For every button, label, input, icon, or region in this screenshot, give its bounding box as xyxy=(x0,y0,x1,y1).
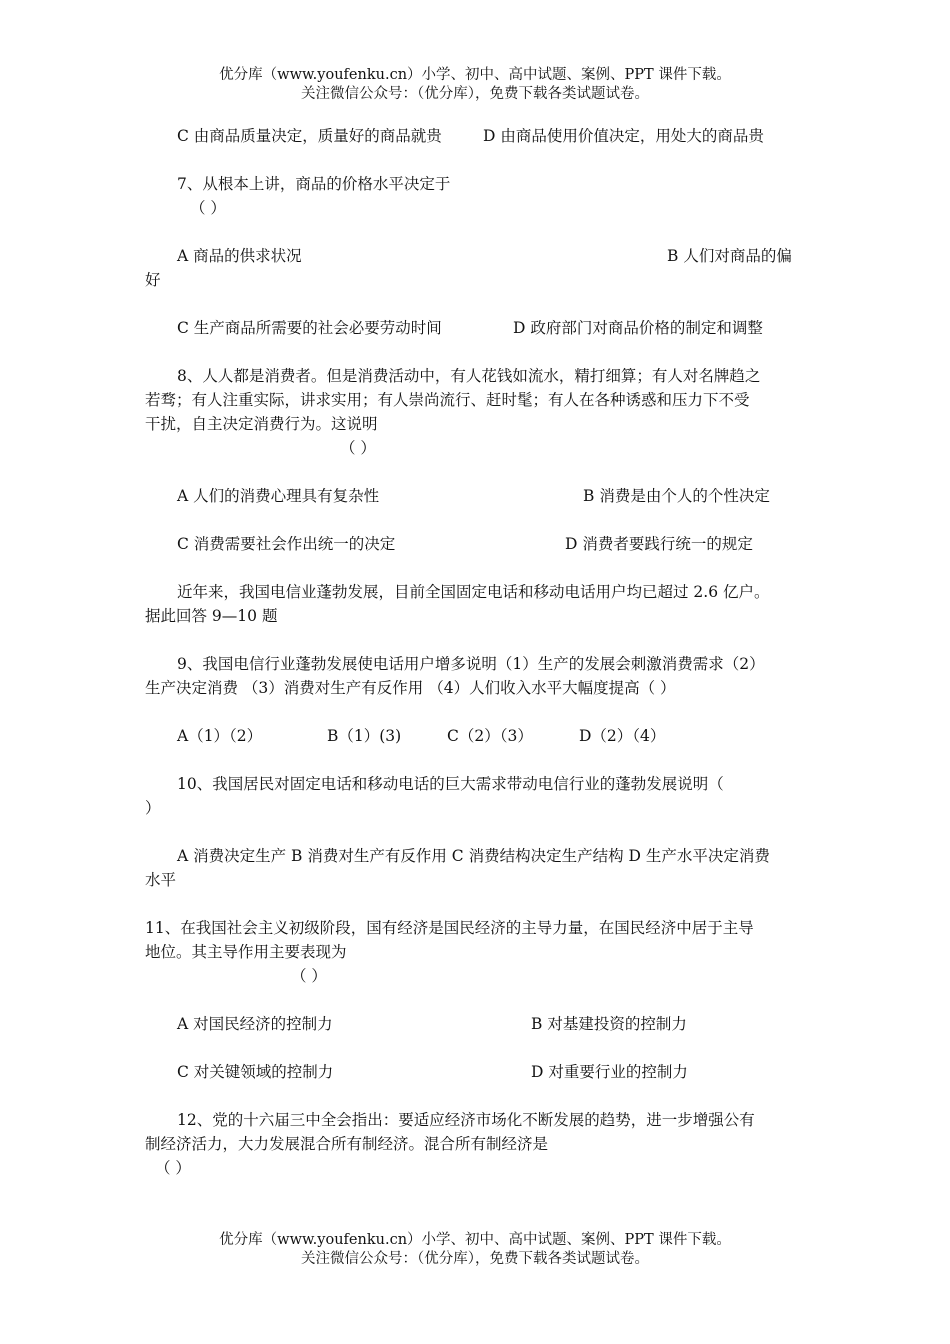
q8-option-a: A 人们的消费心理具有复杂性 xyxy=(177,487,380,505)
q8-option-d: D 消费者要践行统一的规定 xyxy=(565,535,753,553)
q9-option-c: C（2）（3） xyxy=(447,727,533,745)
footer-line-2: 关注微信公众号：（优分库），免费下载各类试题试卷。 xyxy=(301,1251,649,1267)
header-line-1: 优分库（www.youfenku.cn）小学、初中、高中试题、案例、PPT 课件下载。 xyxy=(219,67,731,83)
q11-stem-line-2: 地位。其主导作用主要表现为 xyxy=(145,943,347,961)
q8-option-b: B 消费是由个人的个性决定 xyxy=(583,487,770,505)
q8-stem-line-3: 干扰，自主决定消费行为。这说明 xyxy=(145,415,378,433)
q11-option-d: D 对重要行业的控制力 xyxy=(531,1063,688,1081)
passage-line-2: 据此回答 9—10 题 xyxy=(145,607,278,625)
q10-stem-line-1: 10、我国居民对固定电话和移动电话的巨大需求带动电信行业的蓬勃发展说明（ xyxy=(177,775,724,793)
q11-stem-line-1: 11、在我国社会主义初级阶段，国有经济是国民经济的主导力量，在国民经济中居于主导 xyxy=(145,919,754,937)
q8-stem-line-2: 若骛；有人注重实际，讲求实用；有人崇尚流行、赶时髦；有人在各种诱惑和压力下不受 xyxy=(145,391,750,409)
q9-option-a: A（1）（2） xyxy=(177,727,263,745)
q11-option-c: C 对关键领域的控制力 xyxy=(177,1063,334,1081)
q10-options-line-1: A 消费决定生产 B 消费对生产有反作用 C 消费结构决定生产结构 D 生产水平决定消费 xyxy=(177,847,770,865)
q10-stem-line-2: ） xyxy=(145,799,161,817)
page-header xyxy=(0,66,950,104)
q11-option-b: B 对基建投资的控制力 xyxy=(531,1015,687,1033)
q9-stem-line-2: 生产决定消费 （3）消费对生产有反作用 （4）人们收入水平大幅度提高（ ） xyxy=(145,679,676,697)
q8-stem-line-1: 8、人人都是消费者。但是消费活动中，有人花钱如流水，精打细算；有人对名牌趋之 xyxy=(177,367,761,385)
q12-answer-paren: （ ） xyxy=(155,1159,191,1177)
header-line-2: 关注微信公众号：（优分库），免费下载各类试题试卷。 xyxy=(301,86,649,102)
q7-option-b: B 人们对商品的偏 xyxy=(667,247,792,265)
q7-stem: 7、从根本上讲，商品的价格水平决定于 xyxy=(177,175,451,193)
q7-option-a: A 商品的供求状况 xyxy=(177,247,302,265)
q7-option-b-cont: 好 xyxy=(145,271,161,289)
q7-option-c: C 生产商品所需要的社会必要劳动时间 xyxy=(177,319,442,337)
passage-line-1: 近年来，我国电信业蓬勃发展，目前全国固定电话和移动电话用户均已超过 2.6 亿户。 xyxy=(177,583,770,601)
footer-line-1: 优分库（www.youfenku.cn）小学、初中、高中试题、案例、PPT 课件下载。 xyxy=(219,1232,731,1248)
q10-options-line-2: 水平 xyxy=(145,871,177,889)
q6-option-d: D 由商品使用价值决定，用处大的商品贵 xyxy=(483,127,764,145)
q8-answer-paren: （ ） xyxy=(340,439,376,457)
q12-stem-line-1: 12、党的十六届三中全会指出：要适应经济市场化不断发展的趋势，进一步增强公有 xyxy=(177,1111,755,1129)
q9-stem-line-1: 9、我国电信行业蓬勃发展使电话用户增多说明（1）生产的发展会刺激消费需求（2） xyxy=(177,655,765,673)
q7-option-d: D 政府部门对商品价格的制定和调整 xyxy=(513,319,763,337)
q6-option-c: C 由商品质量决定，质量好的商品就贵 xyxy=(177,127,442,145)
q9-option-b: B（1）(3) xyxy=(327,727,402,745)
q9-option-d: D（2）（4） xyxy=(579,727,666,745)
q11-option-a: A 对国民经济的控制力 xyxy=(177,1015,333,1033)
q7-answer-paren: （ ） xyxy=(190,199,226,217)
q8-option-c: C 消费需要社会作出统一的决定 xyxy=(177,535,396,553)
page-footer xyxy=(0,1231,950,1269)
q12-stem-line-2: 制经济活力，大力发展混合所有制经济。混合所有制经济是 xyxy=(145,1135,549,1153)
q11-answer-paren: （ ） xyxy=(291,967,327,985)
